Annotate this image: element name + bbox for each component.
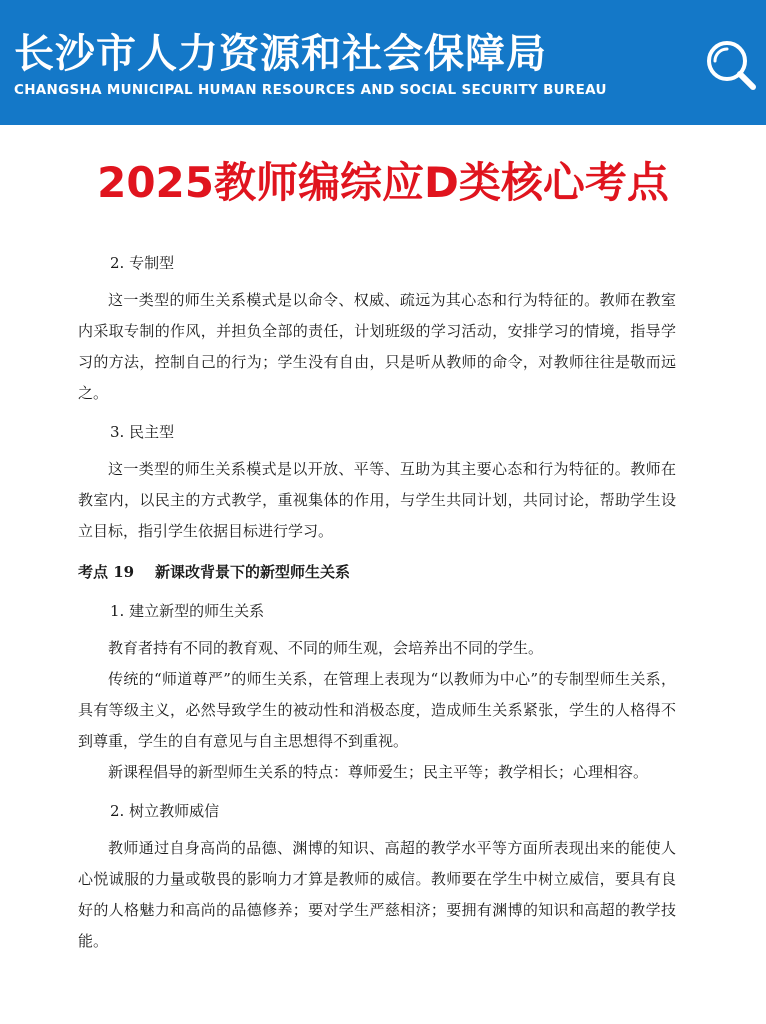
search-icon [700, 34, 760, 94]
paragraph-new-relationship-traits: 新课程倡导的新型师生关系的特点：尊师爱生；民主平等；教学相长；心理相容。 [108, 763, 649, 781]
paragraph-education-views: 教育者持有不同的教育观、不同的师生观，会培养出不同的学生。 [108, 639, 544, 657]
section-heading-autocratic: 2. 专制型 [110, 254, 175, 272]
paragraph-autocratic: 这一类型的师生关系模式是以命令、权威、疏远为其心态和行为特征的。教师在教室内采取专制的作风，并担负全部的责任，计划班级的学习活动，安排学习的情境，指导学习的方法，控制自己的行为；学生没有自由，只是听从教师的命令，对教师往往是敬而远之。 [78, 291, 676, 402]
topic-title: 新课改背景下的新型师生关系 [155, 563, 351, 581]
site-header [0, 0, 766, 125]
paragraph-traditional-relationship: 传统的“师道尊严”的师生关系，在管理上表现为“以教师为中心”的专制型师生关系，具有等级主义，必然导致学生的被动性和消极态度，造成师生关系紧张，学生的人格得不到尊重，学生的自有意见与自主思想得不到重视。 [78, 670, 676, 750]
section-heading-new-relationship: 1. 建立新型的师生关系 [110, 602, 265, 620]
search-button[interactable] [700, 34, 760, 94]
section-heading-democratic: 3. 民主型 [110, 423, 175, 441]
paragraph-teacher-prestige: 教师通过自身高尚的品德、渊博的知识、高超的教学水平等方面所表现出来的能使人心悦诚服的力量或敬畏的影响力才算是教师的威信。教师要在学生中树立威信，要具有良好的人格魅力和高尚的品德修养；要对学生严慈相济；要拥有渊博的知识和高超的教学技能。 [78, 839, 676, 950]
document-body [78, 240, 676, 957]
site-subtitle-en: CHANGSHA MUNICIPAL HUMAN RESOURCES AND SOCIAL SECURITY BUREAU [14, 82, 607, 98]
topic-heading [78, 557, 676, 588]
section-heading-teacher-prestige: 2. 树立教师威信 [110, 802, 220, 820]
paragraph-democratic: 这一类型的师生关系模式是以开放、平等、互助为其主要心态和行为特征的。教师在教室内，以民主的方式教学，重视集体的作用，与学生共同计划，共同讨论，帮助学生设立目标，指引学生依据目标进行学习。 [78, 460, 676, 540]
topic-number: 考点 19 [78, 563, 135, 581]
page-headline: 2025教师编综应D类核心考点 [97, 158, 669, 207]
site-title: 长沙市人力资源和社会保障局 [14, 31, 547, 77]
